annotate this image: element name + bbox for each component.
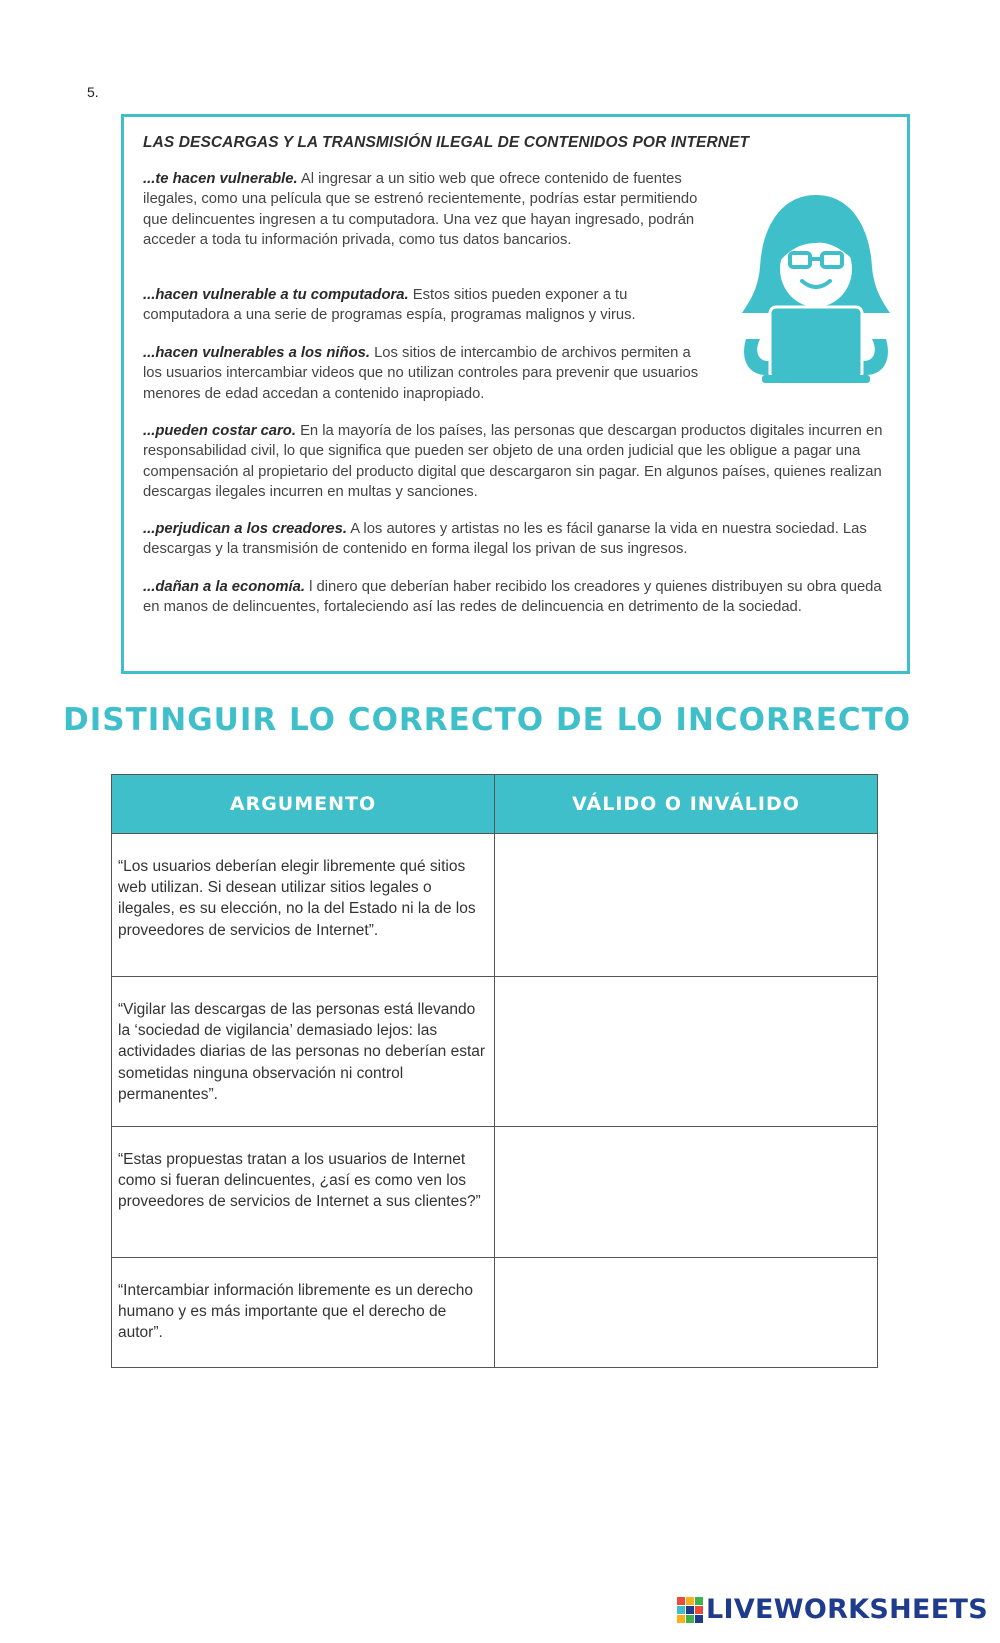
answer-cell[interactable] bbox=[495, 977, 878, 1127]
table-row bbox=[112, 1127, 878, 1258]
logo-text: LIVEWORKSHEETS bbox=[705, 1594, 988, 1625]
argument-cell: “Intercambiar información libremente es un derecho humano y es más importante que el derecho de autor”. bbox=[112, 1258, 495, 1368]
answer-cell[interactable] bbox=[495, 834, 878, 977]
liveworksheets-logo bbox=[677, 1594, 988, 1625]
paragraph-lead: ...hacen vulnerables a los niños. bbox=[143, 345, 370, 361]
paragraph-children bbox=[143, 343, 713, 404]
paragraph-creators bbox=[143, 519, 893, 560]
paragraph-lead: ...perjudican a los creadores. bbox=[143, 521, 347, 537]
argument-cell: “Vigilar las descargas de las personas está llevando la ‘sociedad de vigilancia’ demasiado lejos: las actividades diarias de las personas no deberían estar sometidas ninguna observación ni control permanentes”. bbox=[112, 977, 495, 1127]
paragraph-text: l dinero que deberían haber recibido los creadores y quienes distribuyen su obra queda en manos de delincuentes, fortaleciendo así las redes de delincuencia en detrimento de la sociedad. bbox=[143, 579, 882, 616]
header-argument: ARGUMENTO bbox=[112, 775, 495, 834]
paragraph-text: En la mayoría de los países, las personas que descargan productos digitales incurren en responsabilidad civil, lo que significa que pueden ser objeto de una orden judicial que les obligue a pagar una compensación al propietario del producto digital que descargaron sin pagar. En algunos países, quienes realizan descargas ilegales incurren en multas y sanciones. bbox=[143, 423, 883, 501]
argument-cell: “Los usuarios deberían elegir libremente qué sitios web utilizan. Si desean utilizar sitios legales o ilegales, es su elección, no la del Estado ni la de los proveedores de servicios de Internet”. bbox=[112, 834, 495, 977]
paragraph-lead: ...pueden costar caro. bbox=[143, 423, 296, 439]
answer-cell[interactable] bbox=[495, 1258, 878, 1368]
paragraph-computer bbox=[143, 285, 713, 326]
paragraph-text: A los autores y artistas no les es fácil ganarse la vida en nuestra sociedad. Las descargas y la transmisión de contenido en forma ilegal los privan de sus ingresos. bbox=[143, 521, 867, 558]
table-row bbox=[112, 834, 878, 977]
liveworksheets-logo-icon bbox=[677, 1597, 703, 1623]
paragraph-text: Los sitios de intercambio de archivos permiten a los usuarios intercambiar videos que no utilizan controles para prevenir que usuarios menores de edad accedan a contenido inapropiado. bbox=[143, 345, 699, 402]
table-row bbox=[112, 977, 878, 1127]
info-box bbox=[121, 114, 910, 674]
paragraph-economy bbox=[143, 577, 893, 618]
table-header-row bbox=[112, 775, 878, 834]
section-title: DISTINGUIR LO CORRECTO DE LO INCORRECTO bbox=[63, 702, 912, 738]
answer-cell[interactable] bbox=[495, 1127, 878, 1258]
arguments-table bbox=[111, 774, 878, 1368]
question-number: 5. bbox=[87, 84, 99, 100]
paragraph-text: Estos sitios pueden exponer a tu computadora a una serie de programas espía, programas malignos y virus. bbox=[143, 287, 636, 324]
paragraph-cost bbox=[143, 421, 893, 503]
info-box-title: LAS DESCARGAS Y LA TRANSMISIÓN ILEGAL DE CONTENIDOS POR INTERNET bbox=[143, 134, 750, 151]
header-valid-invalid: VÁLIDO O INVÁLIDO bbox=[495, 775, 878, 834]
hooded-hacker-laptop-icon bbox=[740, 189, 892, 389]
paragraph-lead: ...dañan a la economía. bbox=[143, 579, 305, 595]
table-row bbox=[112, 1258, 878, 1368]
argument-cell: “Estas propuestas tratan a los usuarios de Internet como si fueran delincuentes, ¿así es como ven los proveedores de servicios de Internet a sus clientes?” bbox=[112, 1127, 495, 1258]
paragraph-lead: ...hacen vulnerable a tu computadora. bbox=[143, 287, 409, 303]
paragraph-text: Al ingresar a un sitio web que ofrece contenido de fuentes ilegales, como una película que se estrenó recientemente, podrías estar permitiendo que delincuentes ingresen a tu computadora. Una vez que hayan ingresado, podrán acceder a toda tu información privada, como tus datos bancarios. bbox=[143, 171, 698, 249]
paragraph-vulnerable bbox=[143, 169, 713, 251]
paragraph-lead: ...te hacen vulnerable. bbox=[143, 171, 298, 187]
